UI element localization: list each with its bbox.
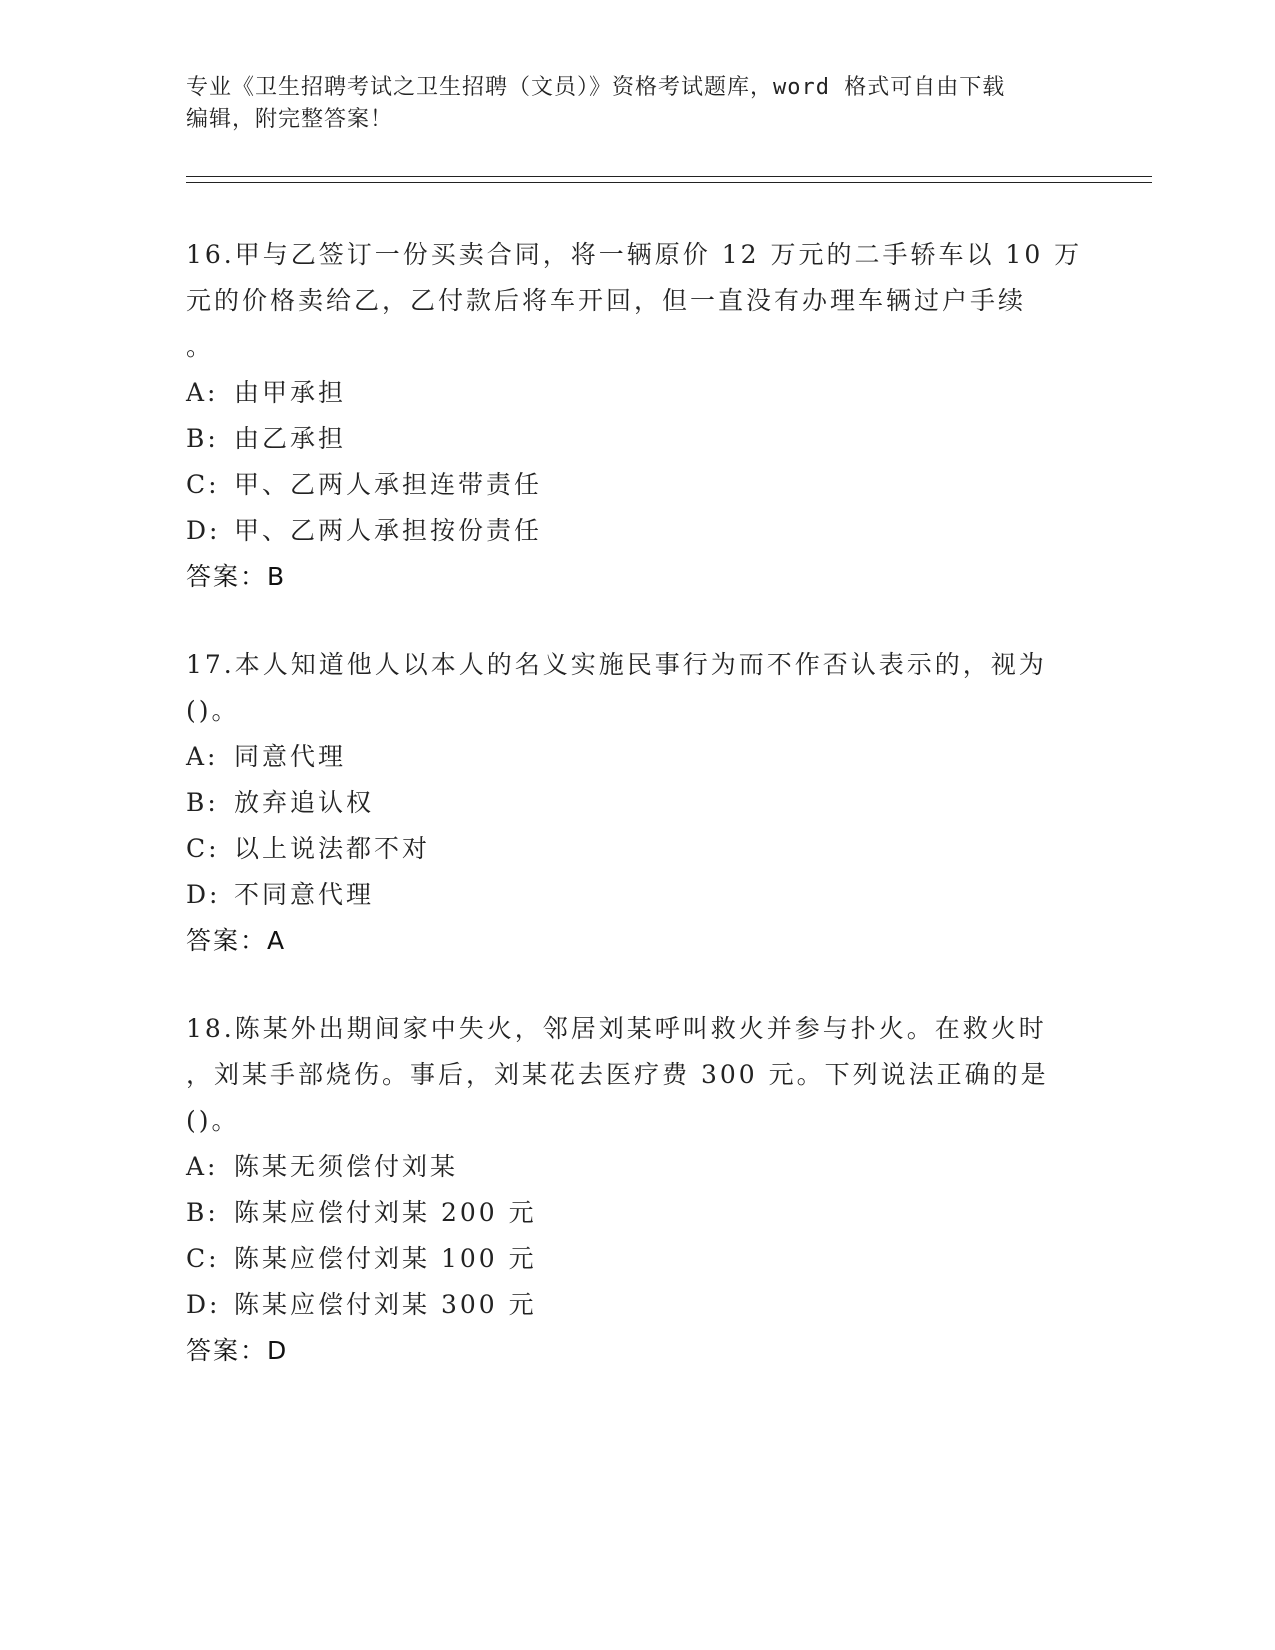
option-text: 甲、乙两人承担按份责任 [234,516,543,545]
option-letter: C: [186,834,220,863]
answer-line: 答案：D [186,1336,289,1365]
option-text: 甲、乙两人承担连带责任 [234,470,543,499]
question-stem-line: ，刘某手部烧伤。事后，刘某花去医疗费 300 元。下列说法正确的是 [186,1060,1049,1089]
option-letter: C: [186,470,220,499]
option-letter: D: [186,880,221,909]
question-17 [186,642,1071,964]
option-text: 放弃追认权 [234,788,375,817]
option-d [186,1282,1071,1328]
option-letter: C: [186,1244,220,1273]
option-text: 由甲承担 [234,378,347,407]
option-text: 陈某应偿付刘某 300 元 [234,1290,537,1319]
question-16 [186,232,1083,600]
option-b [186,416,1071,462]
answer-line: 答案：A [186,926,287,955]
answer-line: 答案：B [186,562,287,591]
option-letter: D: [186,516,221,545]
option-letter: A: [186,742,219,771]
option-text: 以上说法都不对 [234,834,431,863]
option-c [186,826,1071,872]
option-d [186,872,1071,918]
header-line-1: 专业《卫生招聘考试之卫生招聘（文员）》资格考试题库，word 格式可自由下载 [186,75,1006,100]
option-a [186,370,1071,416]
header-divider-top [186,176,1152,177]
option-text: 陈某应偿付刘某 200 元 [234,1198,537,1227]
option-b [186,780,1071,826]
document-header [186,72,1066,136]
question-stem-line: 16.甲与乙签订一份买卖合同，将一辆原价 12 万元的二手轿车以 10 万 [186,240,1083,269]
question-stem-line: 。 [186,332,215,361]
option-text: 陈某无须偿付刘某 [234,1152,459,1181]
option-letter: A: [186,1152,219,1181]
option-letter: B: [186,1198,219,1227]
option-letter: D: [186,1290,221,1319]
question-stem-line: 18.陈某外出期间家中失火，邻居刘某呼叫救火并参与扑火。在救火时 [186,1014,1047,1043]
option-d [186,508,1071,554]
header-line-2: 编辑，附完整答案！ [186,107,394,132]
option-letter: B: [186,424,219,453]
question-stem-line: ()。 [186,696,240,725]
question-18 [186,1006,1071,1374]
option-text: 同意代理 [234,742,347,771]
option-text: 不同意代理 [234,880,375,909]
option-letter: A: [186,378,219,407]
option-a [186,734,1071,780]
header-divider-bottom [186,182,1152,183]
question-stem-line: 17.本人知道他人以本人的名义实施民事行为而不作否认表示的，视为 [186,650,1047,679]
option-text: 陈某应偿付刘某 100 元 [234,1244,537,1273]
option-b [186,1190,1071,1236]
option-c [186,462,1071,508]
option-c [186,1236,1071,1282]
option-text: 由乙承担 [234,424,347,453]
question-stem-line: ()。 [186,1106,240,1135]
question-stem-line: 元的价格卖给乙，乙付款后将车开回，但一直没有办理车辆过户手续 [186,286,1027,315]
option-a [186,1144,1071,1190]
option-letter: B: [186,788,219,817]
